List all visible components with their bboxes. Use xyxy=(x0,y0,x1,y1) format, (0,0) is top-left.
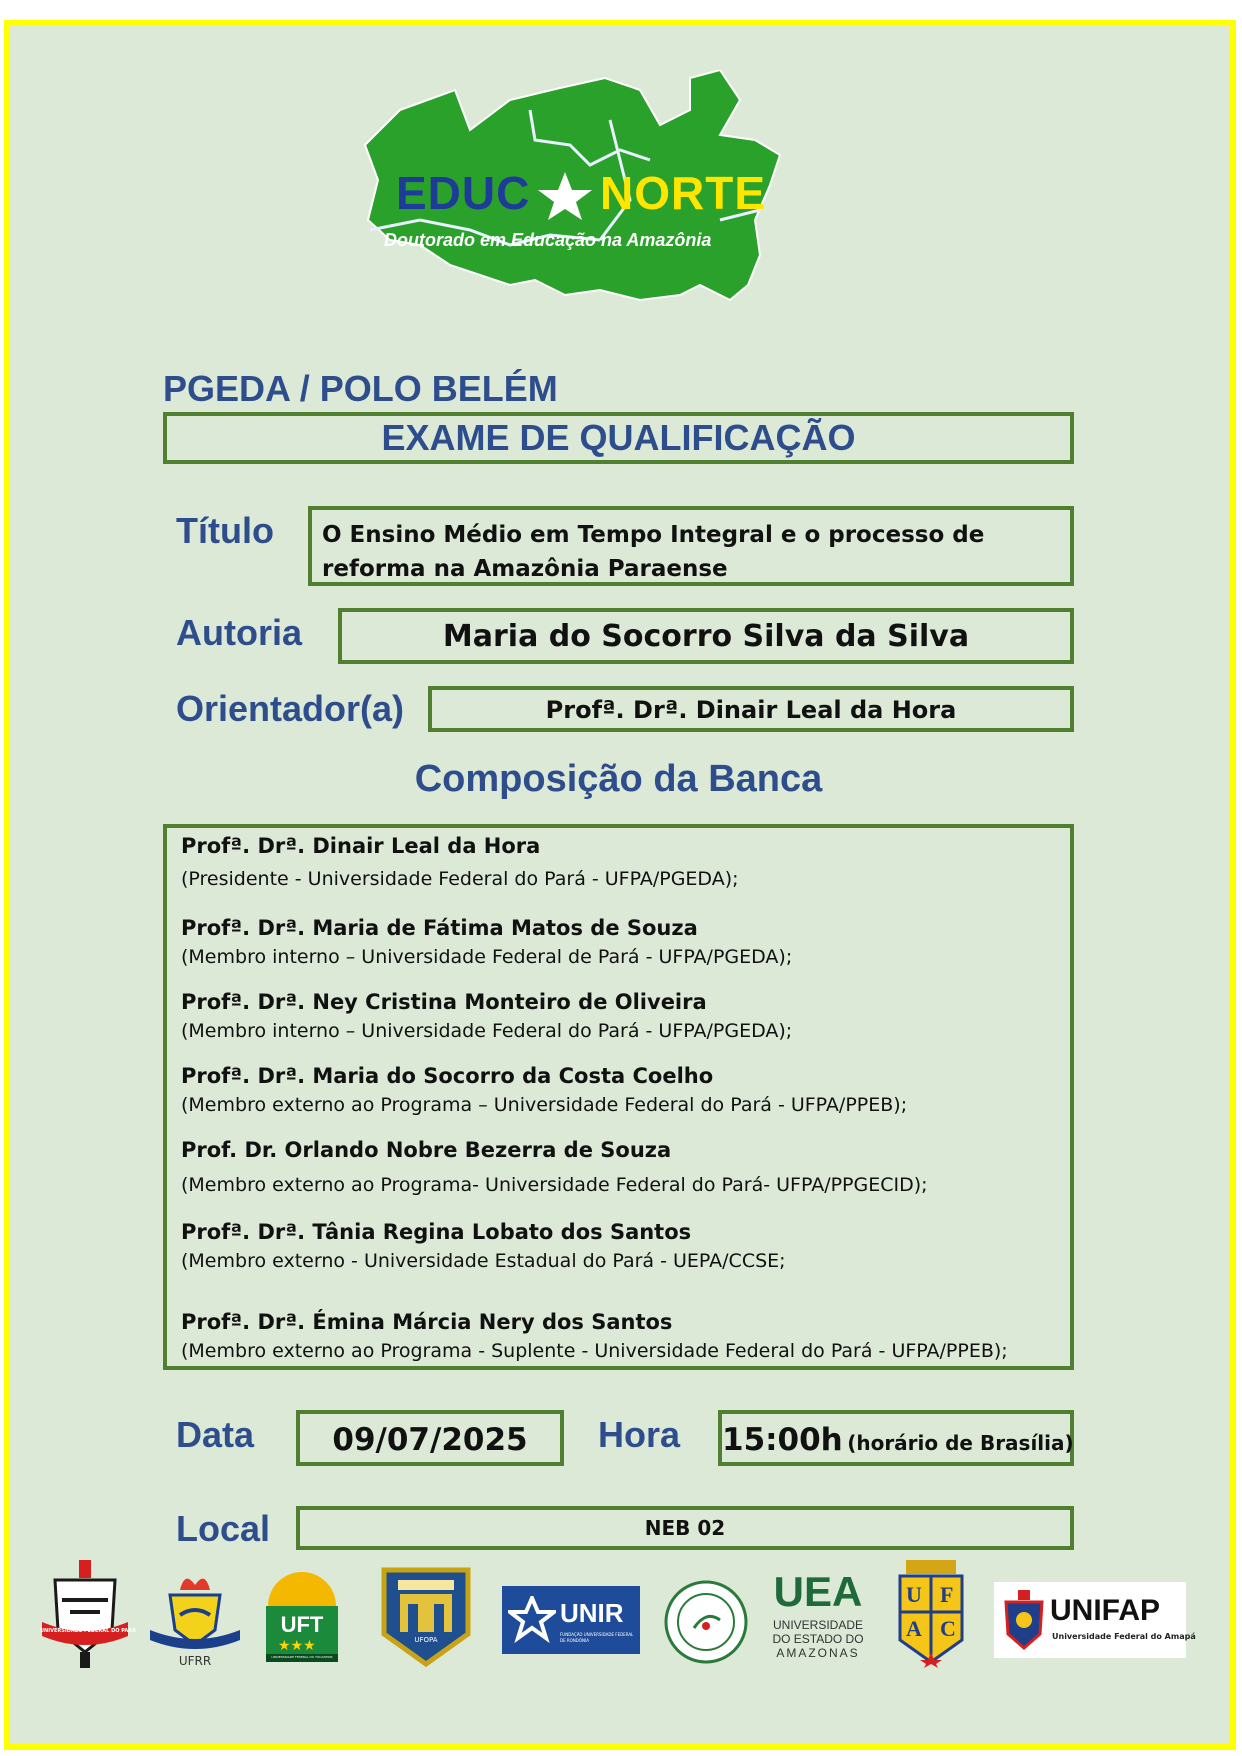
banca-title: Composição da Banca xyxy=(414,758,823,800)
unifap-text: UNIFAP xyxy=(1050,1594,1161,1627)
member-name: Profª. Drª. Maria do Socorro da Costa Coelho xyxy=(181,1064,714,1088)
ufrr-caption: UFRR xyxy=(178,1654,212,1668)
member-role: (Membro externo ao Programa – Universidade Federal do Pará - UFPA/PPEB); xyxy=(181,1094,908,1116)
banca-member xyxy=(181,990,792,1042)
ufopa-caption: UFOPA xyxy=(414,1636,438,1644)
ufpa-crest-icon xyxy=(40,1560,137,1670)
titulo-box xyxy=(308,506,1074,586)
unifap-logo xyxy=(994,1582,1196,1658)
data-box xyxy=(296,1410,564,1466)
local-value: NEB 02 xyxy=(644,1516,726,1540)
member-name: Profª. Drª. Ney Cristina Monteiro de Oliveira xyxy=(181,990,707,1014)
ufpa-logo xyxy=(40,1560,137,1670)
banca-member xyxy=(181,1064,907,1116)
titulo-label: Título xyxy=(176,510,274,551)
banca-member xyxy=(181,1138,928,1196)
banca-member xyxy=(181,1310,1008,1362)
uea-caption-3: AMAZONAS xyxy=(776,1646,860,1660)
ufac-letter-u: U xyxy=(906,1582,922,1607)
orientador-label: Orientador(a) xyxy=(176,688,405,729)
ufac-crest-icon xyxy=(892,1560,970,1668)
member-role: (Membro externo ao Programa - Suplente - Universidade Federal do Pará - UFPA/PPEB); xyxy=(181,1340,1008,1362)
logo-text-norte: NORTE xyxy=(600,167,766,219)
autoria-box xyxy=(338,608,1074,664)
titulo-value: O Ensino Médio em Tempo Integral e o processo de reforma na Amazônia Paraense xyxy=(322,522,985,582)
uea-caption-2: DO ESTADO DO xyxy=(772,1632,864,1646)
logo-text-educ: EDUC xyxy=(396,167,531,219)
ufrr-logo xyxy=(150,1570,240,1670)
ufopa-crest-icon xyxy=(378,1564,474,1668)
uea-logo xyxy=(768,1570,868,1666)
banca-box xyxy=(163,824,1074,1370)
ufac-letter-c: C xyxy=(940,1616,956,1641)
member-name: Prof. Dr. Orlando Nobre Bezerra de Souza xyxy=(181,1138,672,1162)
unir-caption: FUNDAÇÃO UNIVERSIDADE FEDERAL DE RONDÔNIA xyxy=(560,1632,634,1643)
member-role: (Presidente - Universidade Federal do Pará - UFPA/PGEDA); xyxy=(181,868,739,890)
ufac-letter-f: F xyxy=(940,1582,954,1607)
ufam-seal-icon xyxy=(664,1580,748,1664)
uft-logo xyxy=(258,1566,346,1666)
autoria-label: Autoria xyxy=(176,612,302,653)
member-name: Profª. Drª. Émina Márcia Nery dos Santos xyxy=(181,1310,673,1334)
hora-value: 15:00h xyxy=(722,1422,843,1458)
partner-logos xyxy=(0,1560,1242,1690)
data-value: 09/07/2025 xyxy=(332,1422,528,1458)
unir-star-icon xyxy=(508,1596,556,1644)
program-title: PGEDA / POLO BELÉM xyxy=(163,368,558,409)
logo-subtitle: Doutorado em Educação na Amazônia xyxy=(384,230,712,250)
member-role: (Membro externo - Universidade Estadual do Pará - UEPA/CCSE; xyxy=(181,1250,786,1272)
orientador-box xyxy=(428,686,1074,732)
hora-label: Hora xyxy=(598,1414,681,1455)
local-box xyxy=(296,1506,1074,1550)
exam-title: EXAME DE QUALIFICAÇÃO xyxy=(381,417,856,458)
local-label: Local xyxy=(176,1508,271,1549)
member-name: Profª. Drª. Maria de Fátima Matos de Souza xyxy=(181,916,698,940)
banca-member xyxy=(181,1220,786,1272)
uea-caption-1: UNIVERSIDADE xyxy=(772,1618,864,1632)
member-role: (Membro interno – Universidade Federal de Pará - UFPA/PGEDA); xyxy=(181,946,793,968)
unifap-crest-icon xyxy=(1002,1588,1046,1652)
ufpa-caption: UNIVERSIDADE FEDERAL DO PARÁ xyxy=(40,1628,137,1634)
member-role: (Membro externo ao Programa- Universidade Federal do Pará- UFPA/PPGECID); xyxy=(181,1174,928,1196)
autoria-value: Maria do Socorro Silva da Silva xyxy=(442,619,970,654)
ufopa-logo xyxy=(378,1564,474,1668)
ufac-letter-a: A xyxy=(906,1616,922,1641)
data-label: Data xyxy=(176,1414,255,1455)
hora-box xyxy=(718,1410,1074,1466)
uea-text: UEA xyxy=(773,1568,863,1615)
ufam-logo xyxy=(664,1580,748,1664)
educanorte-logo xyxy=(360,70,880,340)
orientador-value: Profª. Drª. Dinair Leal da Hora xyxy=(545,696,957,724)
banca-member xyxy=(181,916,792,968)
unifap-caption: Universidade Federal do Amapá xyxy=(1052,1632,1196,1641)
member-name: Profª. Drª. Tânia Regina Lobato dos Santos xyxy=(181,1220,692,1244)
ufrr-crest-icon xyxy=(150,1570,240,1650)
banca-member xyxy=(181,834,739,890)
uft-caption: UNIVERSIDADE FEDERAL DO TOCANTINS xyxy=(271,1655,333,1659)
member-name: Profª. Drª. Dinair Leal da Hora xyxy=(181,834,541,858)
hora-note: (horário de Brasília) xyxy=(847,1431,1074,1455)
member-role: (Membro interno – Universidade Federal do Pará - UFPA/PGEDA); xyxy=(181,1020,793,1042)
svg-text:★★★: ★★★ xyxy=(278,1638,316,1654)
unir-text: UNIR xyxy=(560,1598,624,1628)
ufac-logo xyxy=(892,1560,970,1668)
exam-title-box xyxy=(163,412,1074,464)
uft-text: UFT xyxy=(280,1612,324,1637)
unir-logo xyxy=(502,1586,640,1654)
